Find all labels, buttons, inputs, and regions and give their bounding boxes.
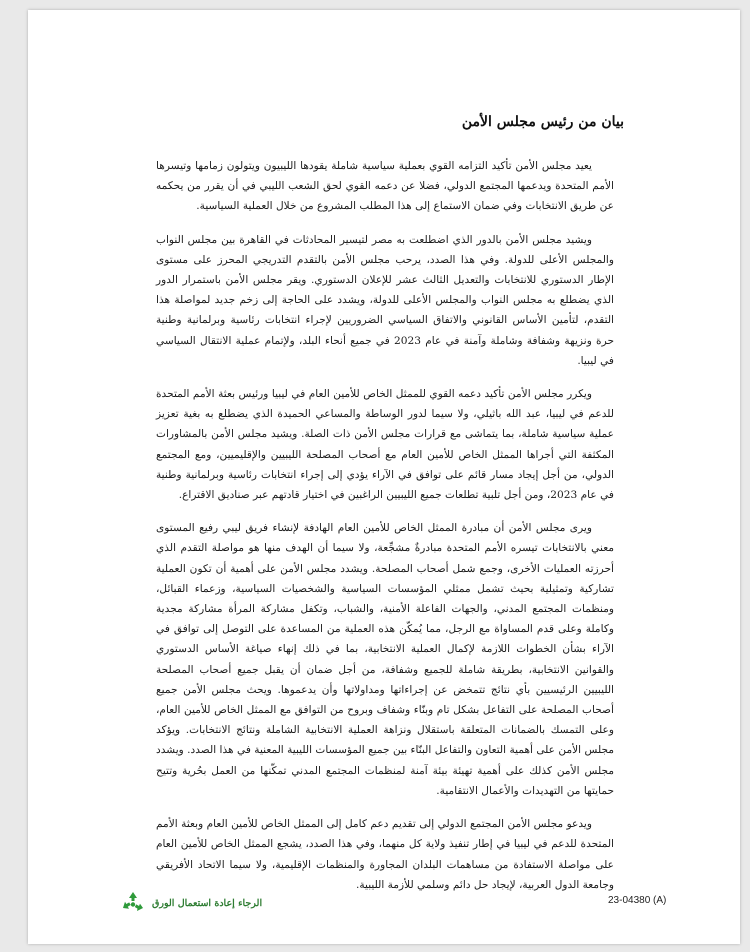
paragraph-2: ويشيد مجلس الأمن بالدور الذي اضطلعت به مصر لتيسير المحادثات في القاهرة بين مجلس النواب والمجلس الأعلى للدولة. وفي هذا الصدد، يرحب مجلس الأمن بالتقدم التدريجي المحرز على مستوى الإطار الدستوري للانتخابات والتعديل الثالث عشر للإعلان الدستوري. ويقر مجلس الأمن باستمرار الدور الذي يضطلع به مجلس النواب والمجلس الأعلى للدولة، ويشدد على الحاجة إلى زخم جديد لمواصلة هذا التقدم، لتأمين الأساس القانوني والاتفاق السياسي الضروريين لإجراء انتخابات رئاسية وبرلمانية وطنية حرة ونزيهة وشفافة وشاملة وآمنة في عام 2023 في جميع أنحاء البلد، ولإتمام عملية الانتقال السياسي في ليبيا.: [156, 233, 614, 367]
document-body: [156, 156, 614, 908]
paragraph-4: ويرى مجلس الأمن أن مبادرة الممثل الخاص للأمين العام الهادفة لإنشاء فريق ليبي رفيع المستوى معني بالانتخابات تيسره الأمم المتحدة مبادرةٌ مشجِّعة، ولا سيما أن الهدف منها هو مواصلة التقدم الذي أحرزته العمليات الأخرى، وجمع شمل أصحاب المصلحة. ويشدد مجلس الأمن على أهمية أن تكون العملية تشاركية وتمثيلية بحيث تشمل ممثلي المؤسسات السياسية والشخصيات السياسية، وزعماء القبائل، ومنظمات المجتمع المدني، والجهات الفاعلة الأمنية، والشباب، وتكفل مشاركة المرأة مشاركة مجدية وكاملة وعلى قدم المساواة مع الرجل، مما يُمكّن هذه العملية من المساعدة على التوصل إلى توافق في الآراء بشأن الخطوات اللازمة لإكمال العملية الانتخابية، بما في ذلك إنهاء صياغة الأساس الدستوري والقوانين الانتخابية، بطريقة شاملة للجميع وشفافة، من أجل ضمان أن يقبل جميع أصحاب المصلحة الليبيين الرئيسيين بأي نتائج تتمخض عن إجراءاتها ومداولاتها وأن يدعموها. ويحث مجلس الأمن جميع أصحاب المصلحة على التفاعل بشكل تام وبنّاء وشفاف وبروح من التوافق مع الممثل الخاص للأمين العام، وعلى التمسك بالضمانات المتعلقة باستقلال ونزاهة العملية الانتخابية الشاملة ونتائج الانتخابات. ويؤكد مجلس الأمن على أهمية التعاون والتفاعل البنّاء بين جميع المؤسسات الليبية المعنية في هذا الصدد. ويشدد مجلس الأمن كذلك على أهمية تهيئة بيئة آمنة لمنظمات المجتمع المدني تمكّنها من العمل بحُرية وتتيح حمايتها من التهديدات والأعمال الانتقامية.: [156, 522, 614, 797]
document-title: بيان من رئيس مجلس الأمن: [461, 114, 624, 130]
document-code: 23-04380 (A): [608, 895, 667, 906]
paragraph-3: ويكرر مجلس الأمن تأكيد دعمه القوي للممثل الخاص للأمين العام في ليبيا ورئيس بعثة الأمم المتحدة للدعم في ليبيا، عبد الله باثيلي، ولا سيما لدور الوساطة والمساعي الحميدة الذي يضطلع به بغية تعزيز عملية سياسية شاملة، بما يتماشى مع قرارات مجلس الأمن ذات الصلة. ويشيد مجلس الأمن بالمشاورات المكثفة التي أجراها الممثل الخاص للأمين العام مع أصحاب المصلحة الليبيين والإقليميين، ومع المجتمع الدولي، من أجل إيجاد مسار قائم على توافق في الآراء يؤدي إلى إجراء انتخابات رئاسية وبرلمانية وطنية في عام 2023، ومن أجل تلبية تطلعات جميع الليبيين الراغبين في اختيار قادتهم عبر صناديق الاقتراع.: [156, 388, 614, 502]
recycle-icon: [120, 890, 146, 916]
recycle-footer: [120, 890, 262, 916]
paragraph-5: ويدعو مجلس الأمن المجتمع الدولي إلى تقديم دعم كامل إلى الممثل الخاص للأمين العام وبعثة الأمم المتحدة للدعم في ليبيا في إطار تنفيذ ولاية كل منهما، وفي هذا الصدد، يشجع الممثل الخاص للأمين العام على مواصلة الاستفادة من مساهمات البلدان المجاورة والمنظمات الإقليمية، ولا سيما الاتحاد الأفريقي وجامعة الدول العربية، لإيجاد حل دائم وسلمي للأزمة الليبية.: [156, 818, 614, 891]
paragraph-1: يعيد مجلس الأمن تأكيد التزامه القوي بعملية سياسية شاملة يقودها الليبيون ويتولون زمامها وتيسرها الأمم المتحدة ويدعمها المجتمع الدولي، فضلا عن دعمه القوي لحق الشعب الليبي في أن يقرر من يحكمه عن طريق الانتخابات وفي ضمان الاستماع إلى هذا المطلب المشروع من خلال العملية السياسية.: [156, 160, 614, 213]
document-page: [28, 10, 740, 944]
recycle-note: الرجاء إعادة استعمال الورق: [152, 897, 263, 909]
